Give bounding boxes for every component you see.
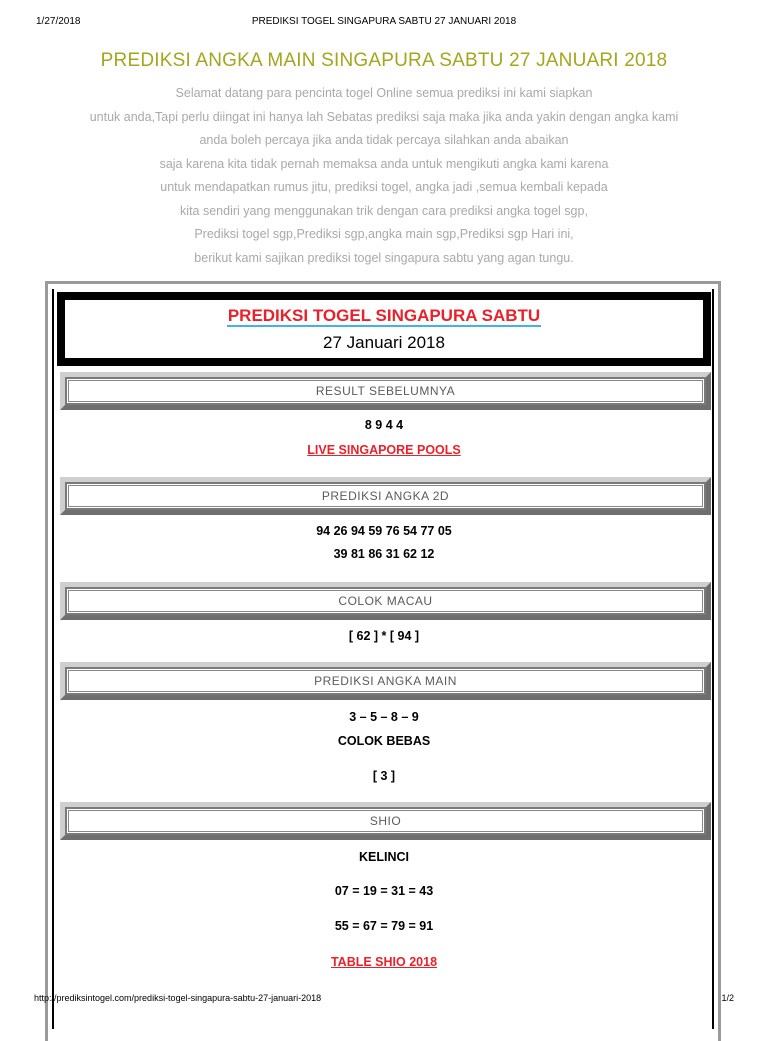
- angka-main-value: 3 – 5 – 8 – 9: [349, 710, 419, 724]
- section-label: SHIO: [369, 814, 402, 828]
- intro-line: berikut kami sajikan prediksi togel singapura sabtu yang agan tungu.: [194, 250, 574, 265]
- colok-macau-value: [ 62 ] * [ 94 ]: [348, 629, 420, 643]
- page-number: 1/2: [721, 993, 734, 1003]
- section-bar-result: [60, 372, 711, 410]
- intro-paragraph: [20, 82, 748, 270]
- result-value: 8 9 4 4: [364, 418, 404, 432]
- print-date: 1/27/2018: [36, 16, 81, 27]
- print-footer: [0, 993, 768, 1007]
- angka-2d-line-1: 94 26 94 59 76 54 77 05: [316, 524, 452, 538]
- print-url: http://prediksintogel.com/prediksi-togel-singapura-sabtu-27-januari-2018: [34, 993, 322, 1003]
- intro-line: Selamat datang para pencinta togel Online semua prediksi ini kami siapkan: [175, 86, 593, 100]
- colok-bebas-value: [ 3 ]: [372, 769, 396, 783]
- prediction-header-box: [57, 292, 711, 366]
- intro-line: untuk mendapatkan rumus jitu, prediksi togel, angka jadi ,semua kembali kepada: [160, 180, 608, 194]
- section-label: PREDIKSI ANGKA MAIN: [314, 674, 457, 688]
- angka-2d-line-2: 39 81 86 31 62 12: [333, 547, 435, 561]
- intro-line: saja karena kita tidak pernah memaksa anda untuk mengikuti angka kami karena: [159, 156, 609, 171]
- table-shio-link[interactable]: TABLE SHIO 2018: [330, 955, 438, 969]
- section-label: RESULT SEBELUMNYA: [315, 384, 456, 398]
- shio-name: KELINCI: [359, 850, 409, 864]
- shio-numbers-line-2: 55 = 67 = 79 = 91: [334, 919, 434, 933]
- print-title: PREDIKSI TOGEL SINGAPURA SABTU 27 JANUARI 2018: [251, 16, 517, 27]
- intro-line: untuk anda,Tapi perlu diingat ini hanya lah Sebatas prediksi saja maka jika anda yakin dengan angka kami: [89, 109, 679, 124]
- intro-line: anda boleh percaya jika anda tidak percaya silahkan anda abaikan: [199, 133, 569, 147]
- section-bar-angka-2d: [60, 477, 711, 515]
- print-header: [0, 16, 768, 30]
- prediction-heading: PREDIKSI TOGEL SINGAPURA SABTU: [227, 306, 541, 325]
- article-title: PREDIKSI ANGKA MAIN SINGAPURA SABTU 27 JANUARI 2018: [100, 50, 668, 71]
- live-singapore-pools-link[interactable]: LIVE SINGAPORE POOLS: [307, 443, 461, 457]
- intro-line: Prediksi togel sgp,Prediksi sgp,angka main sgp,Prediksi sgp Hari ini,: [194, 227, 574, 241]
- section-bar-colok-macau: [60, 582, 711, 620]
- section-bar-shio: [60, 802, 711, 840]
- section-bar-angka-main: [60, 662, 711, 700]
- shio-numbers-line-1: 07 = 19 = 31 = 43: [334, 884, 434, 898]
- colok-bebas-label: COLOK BEBAS: [337, 734, 431, 748]
- section-label: COLOK MACAU: [338, 594, 433, 608]
- intro-line: kita sendiri yang menggunakan trik dengan cara prediksi angka togel sgp,: [180, 203, 588, 218]
- prediction-date: 27 Januari 2018: [323, 333, 445, 352]
- section-label: PREDIKSI ANGKA 2D: [321, 489, 450, 503]
